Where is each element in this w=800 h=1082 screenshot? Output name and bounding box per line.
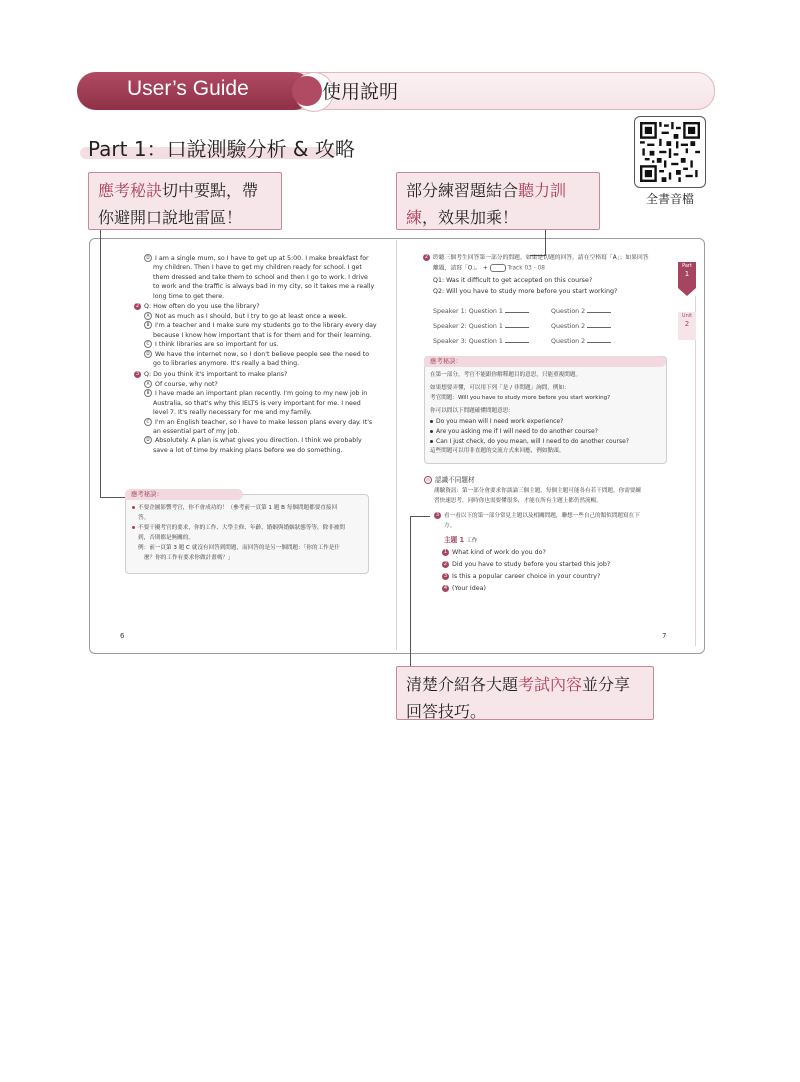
tab-part-label: Part [682, 263, 692, 269]
guide-title-en: User’s Guide [127, 77, 249, 100]
text-line: 習快速思考，同時你也需要懂很多，才能在所有主題上都仍然流暢。 [434, 497, 602, 504]
speaker-label: Question 2 [551, 338, 586, 345]
topic-question: Is this a popular career choice in your country? [452, 573, 601, 580]
callout-listening-pre: 部分練習題結合 [406, 181, 519, 200]
option-marker: A [144, 380, 152, 388]
tip-line: 不要企圖影響考官，你不會成功的！（參考前一頁第 1 題 B 每個問題都要直接回 [138, 505, 338, 511]
page-number-right: 7 [662, 632, 667, 640]
callout-content [396, 666, 654, 720]
text-line: go to libraries anymore. It's really a bad thing. [153, 360, 300, 367]
question-line: Q1: Was it difficult to get accepted on this course? [433, 277, 593, 284]
answer-blank[interactable] [587, 336, 611, 343]
speaker-label: Speaker 3: Question 1 [433, 338, 503, 345]
guide-notch-fill [292, 76, 322, 106]
text-line: We have the internet now, so I don't believe people see the need to [155, 350, 370, 358]
tip-line: 在第一部分，考官不能跟你解釋題目的意思，只能重複問題。 [430, 372, 582, 378]
text-line: to work and the traffic is always bad in my city, so it takes me a really [153, 283, 375, 291]
text-line: I am a single mum, so I have to get up at 5:00. I make breakfast for [155, 255, 369, 262]
answer-blank[interactable] [505, 321, 529, 328]
text-line: 看一看以下的第一部分常見主題以及相關問題，聯想一些自己的類似問題寫在下 [444, 513, 640, 519]
text-line: 方。 [444, 523, 456, 529]
text-line: long time to get there. [153, 292, 225, 300]
text-line: Of course, why not? [155, 381, 218, 388]
text-line: because I know how important that is for them and for their learning. [153, 331, 372, 339]
question-number: 2 [135, 302, 140, 309]
tip-line: 答。 [138, 514, 150, 521]
option-marker: C [144, 340, 152, 348]
question-line: Q2: Will you have to study more before you start working? [433, 288, 618, 295]
tip-bullet [430, 420, 433, 423]
topic-question: (Your Idea) [452, 585, 486, 592]
tip-line: 例：前一頁第 3 題 C 就沒有回答到問題，而回答的是另一個問題：「你的工作是什 [138, 545, 340, 551]
callout-listening-highlight: 聽力訓練 [406, 181, 567, 227]
tip-line: 不要干擾考官的要求，你的工作、大學主修、年齡、婚姻與婚姻狀態等等，除非被問 [138, 525, 345, 531]
answer-blank[interactable] [505, 306, 529, 313]
text-line: I'm a teacher and I make sure my students go to the library every day [155, 322, 377, 330]
callout-tips-highlight: 應考秘訣 [98, 181, 163, 200]
option-marker: B [144, 321, 152, 329]
speaker-label: Speaker 2: Question 1 [433, 323, 503, 330]
text-line: my children. Then I have to get my children ready for school. I get [153, 264, 362, 272]
topic-label: 主題 1 [444, 536, 465, 544]
tip-line: Do you mean will I need work experience? [436, 418, 564, 425]
question-text: Q: Do you think it's important to make plans? [144, 371, 288, 378]
callout-listening-post: ，效果加乘！ [422, 208, 519, 227]
topic-question: What kind of work do you do? [452, 549, 546, 556]
callout-tips-text: 切中要點，帶你避開口說地雷區！ [98, 181, 259, 227]
tip-line: Are you asking me if I will need to do another course? [436, 428, 598, 435]
callout-content-highlight: 考試內容 [518, 675, 583, 694]
text-line: 測驗資訊：第一部分會要求你談論三個主題，每個主題可能各有若干問題，你需要練 [434, 488, 641, 494]
tab-unit-number: 2 [684, 320, 690, 328]
leader-line-left-h [100, 497, 126, 498]
qr-caption: 全書音檔 [646, 192, 695, 206]
tab-part[interactable] [678, 262, 696, 288]
text-line: 離題，請寫「O」。 [433, 265, 482, 272]
book-spine [396, 240, 397, 650]
tip-line: 到，否則都是無關的。 [138, 534, 194, 541]
part-title: Part 1：口說測驗分析 & 攻略 [88, 137, 355, 161]
page-number-left: 6 [120, 632, 125, 640]
option-marker: C [144, 418, 152, 426]
callout-content-pre: 清楚介紹各大題 [406, 675, 519, 694]
tip-line: 麼？你的工作有要求你做計畫嗎？」 [144, 554, 234, 561]
answer-blank[interactable] [587, 321, 611, 328]
answer-blank[interactable] [587, 306, 611, 313]
audio-track-icon[interactable] [490, 264, 506, 272]
tip-bullet [132, 526, 135, 529]
question-text: Q: How often do you use the library? [144, 303, 260, 310]
question-number: 2 [424, 254, 429, 260]
tab-part-number: 1 [684, 270, 690, 278]
text-line: level 7. It's really necessary for me and my family. [153, 409, 312, 417]
speaker-label: Question 2 [551, 308, 586, 315]
tip-bullet [430, 430, 433, 433]
text-line: 聆聽三個考生回答第一部分的問題，如果是切題的回答，請在空格寫「A」；如果回答 [433, 255, 649, 261]
question-number: 2 [443, 560, 448, 567]
speaker-label: Speaker 1: Question 1 [433, 308, 503, 315]
tip-line: 你可以問以下問題確懂問題意思： [430, 408, 514, 414]
answer-blank[interactable] [505, 336, 529, 343]
speaker-label: Question 2 [551, 323, 586, 330]
option-marker: D [144, 436, 152, 444]
tip-line: 這些問題可以用非直題的交流方式來回應，例如點頭。 [430, 448, 565, 454]
option-marker: D [144, 254, 152, 262]
option-marker: A [144, 312, 152, 320]
text-line: I'm an English teacher, so I have to make lesson plans every day. It's [155, 418, 373, 426]
tip-box-right-title: 應考秘訣： [424, 356, 666, 367]
option-marker: D [144, 350, 152, 358]
tip-bullet [430, 440, 433, 443]
guide-pill [77, 72, 313, 110]
topic-name: 工作 [466, 538, 478, 544]
section-title: 認識不同題材 [435, 476, 475, 484]
callout-content-post: 並分享回答技巧。 [406, 675, 631, 721]
text-line: Absolutely. A plan is what gives you direction. I think we probably [155, 437, 362, 445]
guide-title-zh: 使用說明 [322, 81, 399, 103]
leader-line-bottom [410, 516, 411, 666]
qr-code[interactable] [634, 116, 706, 188]
callout-listening [396, 172, 600, 230]
text-line: I think libraries are so important for us. [155, 341, 279, 349]
leader-line-mid [545, 230, 546, 256]
leader-line-left [100, 230, 101, 498]
tip-box-left-title: 應考秘訣： [125, 489, 243, 500]
text-line: I have made an important plan recently. I'm going to my new job in [155, 390, 368, 398]
qr-code-icon [640, 122, 700, 182]
leader-line-bottom-h [410, 516, 430, 517]
section-icon: ◎ [424, 476, 432, 484]
question-number: 1 [443, 548, 448, 555]
question-number: 4 [443, 584, 448, 591]
text-line: save a lot of time by making plans before we do something. [153, 446, 343, 454]
track-label: Track 03 - 08 [507, 265, 545, 272]
tip-line: 如果想要弄懂，可以用下列「是 / 非問題」詢問，例如： [430, 385, 570, 391]
tab-part-chevron [678, 288, 696, 296]
text-line: Not as much as I should, but I try to go at least once a week. [155, 313, 348, 320]
question-number: 3 [443, 572, 448, 579]
text-line: them dressed and take them to school and then I go to work. I drive [153, 273, 368, 281]
tip-line: Can I just check, do you mean, will I need to do another course? [436, 438, 629, 445]
text-line: an essential part of my job. [153, 428, 240, 435]
callout-tips [88, 172, 282, 230]
tab-unit[interactable] [678, 312, 696, 340]
tip-bullet [132, 506, 135, 509]
question-number: 3 [435, 512, 440, 518]
tip-line: 考官問題：Will you have to study more before you start working? [430, 395, 611, 401]
text-line: Australia, so that's why this IELTS is very important for me. I need [153, 399, 361, 407]
question-number: 3 [135, 370, 140, 377]
option-marker: B [144, 389, 152, 397]
tab-rail [695, 296, 696, 646]
topic-question: Did you have to study before you started this job? [452, 561, 611, 568]
tab-unit-label: Unit [681, 313, 693, 319]
